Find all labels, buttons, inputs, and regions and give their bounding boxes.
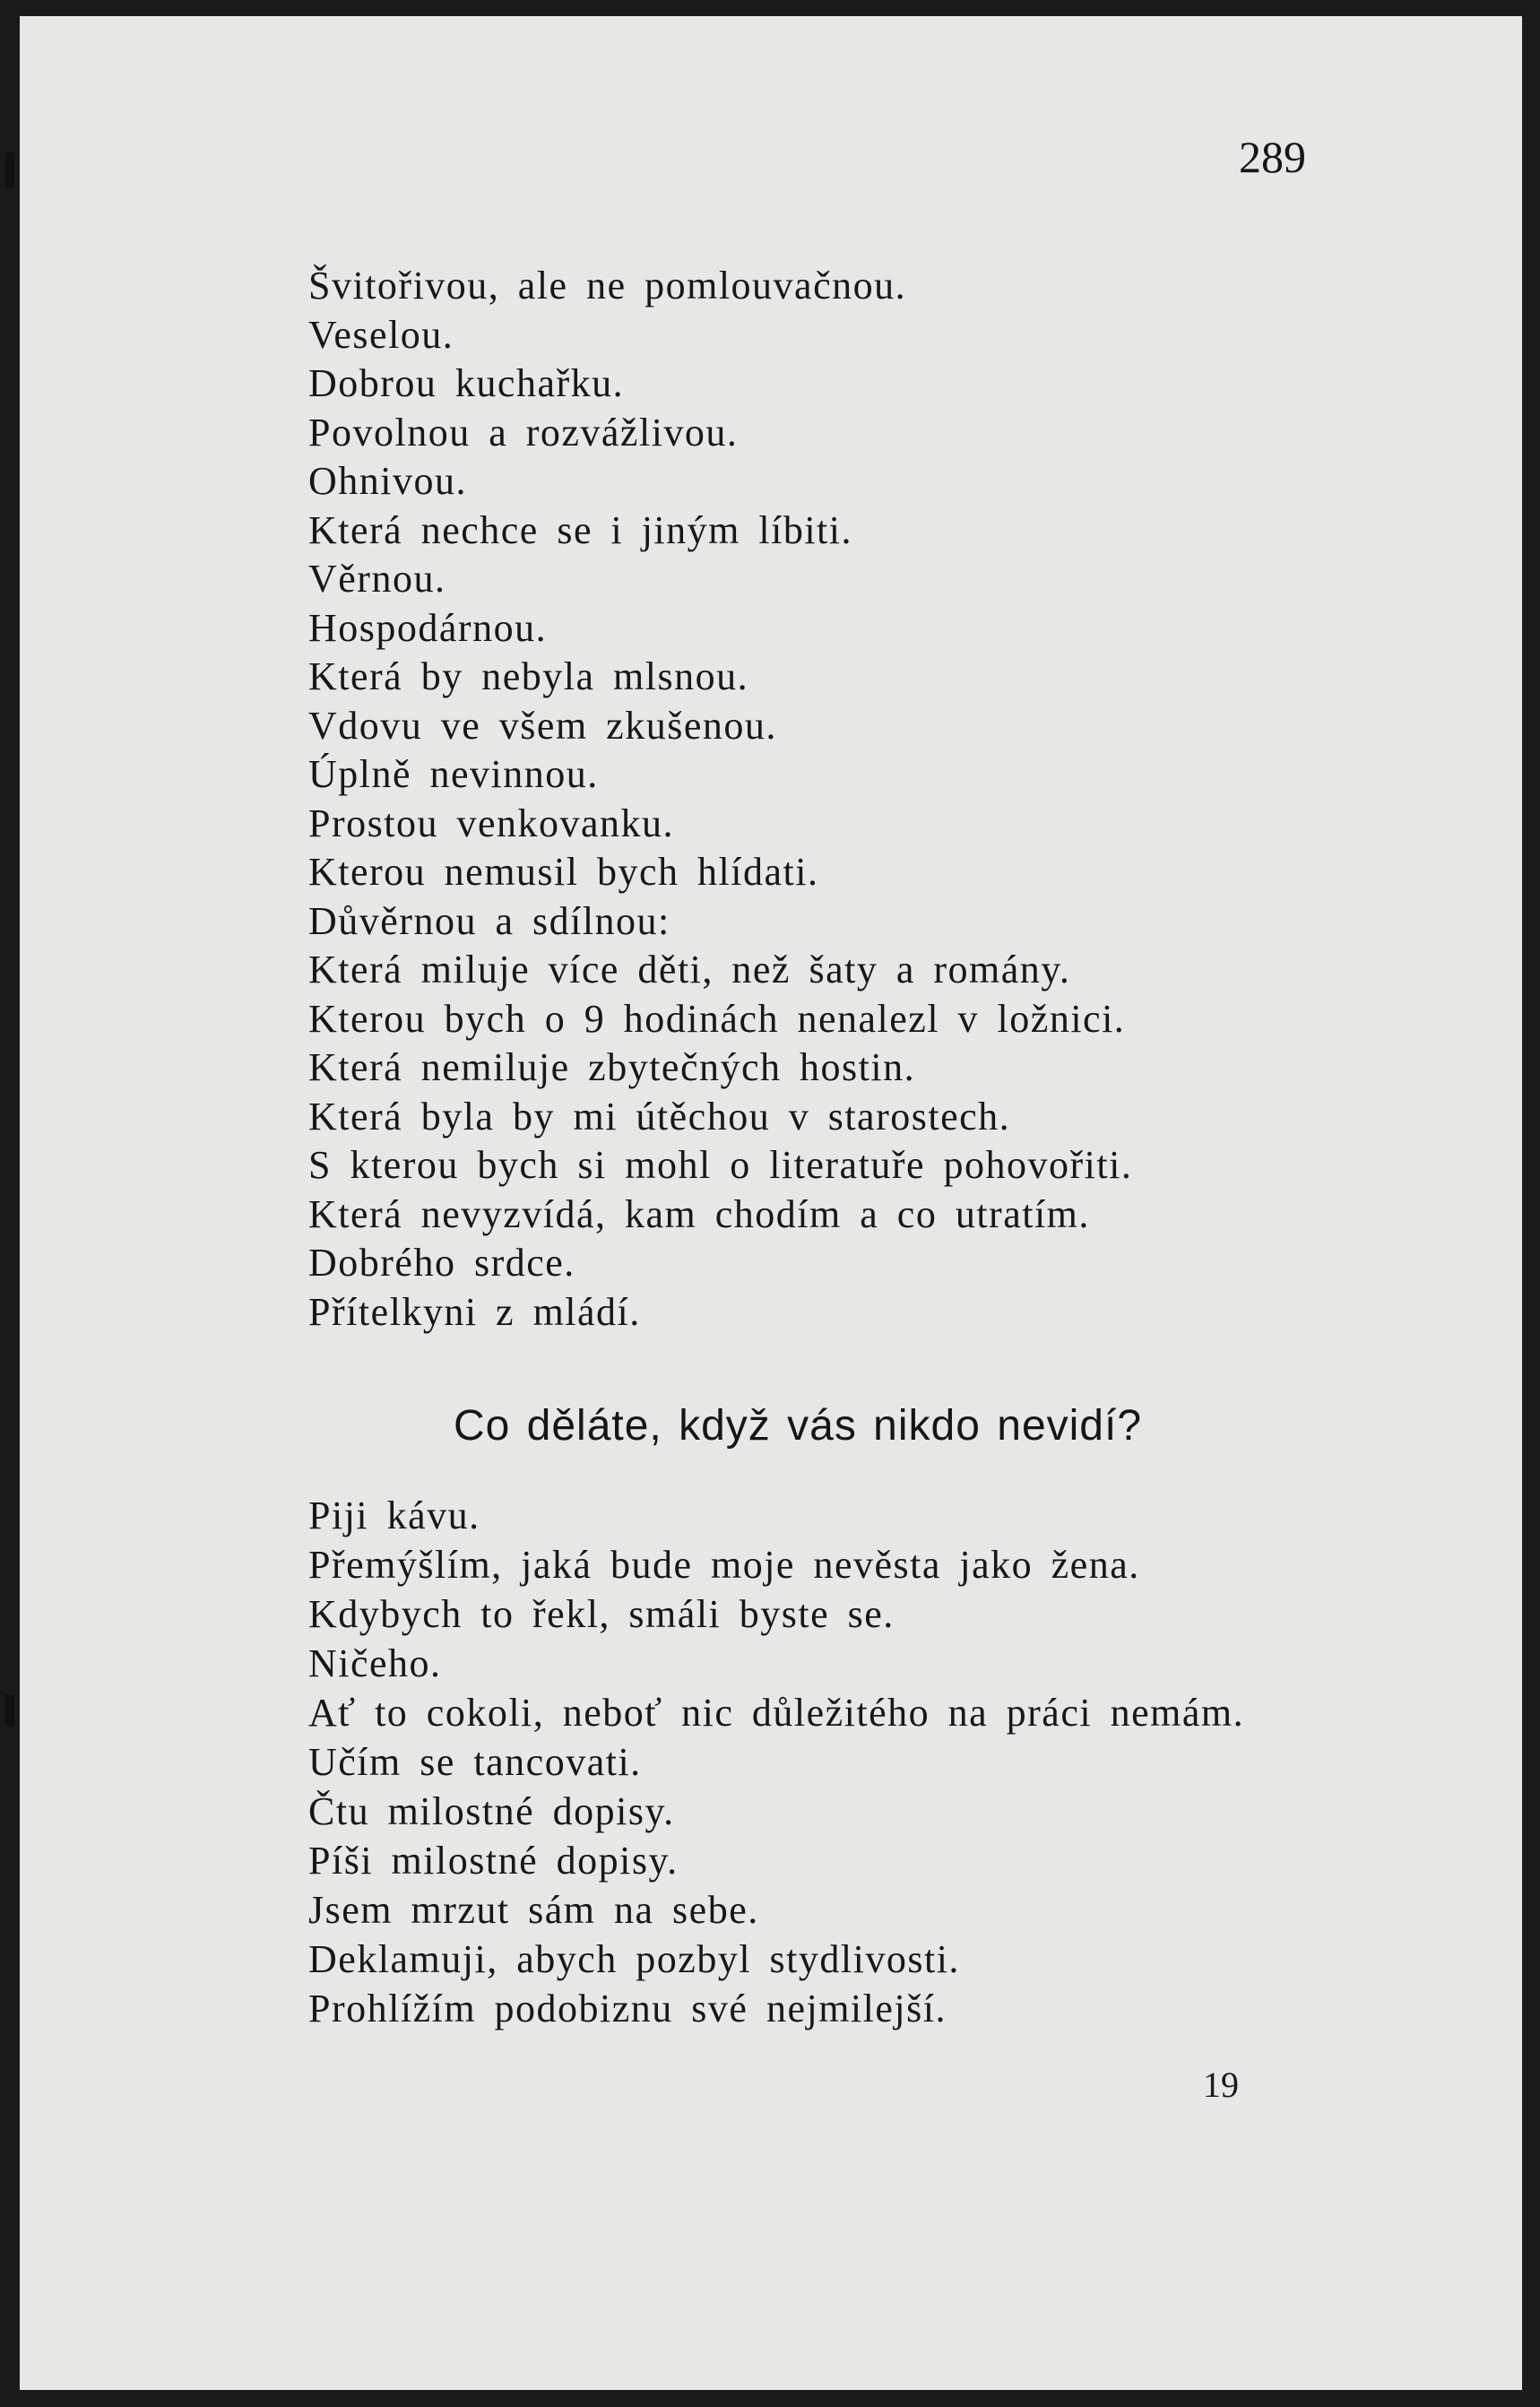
page-number: 289 (1239, 132, 1306, 182)
item-text: Vdovu ve všem zkušenou. (308, 703, 777, 748)
binding-edge-mark (5, 152, 14, 188)
item-text: Kterou nemusil bych hlídati. (308, 850, 819, 894)
book-page (20, 16, 1522, 2390)
item-text: Která byla by mi útěchou v starostech. (308, 1094, 1011, 1139)
item-text: Švitořivou, ale ne pomlouvačnou. (308, 264, 907, 307)
item-text: Která by nebyla mlsnou. (308, 654, 749, 698)
item-text: Důvěrnou a sdílnou: (308, 898, 671, 943)
item-text: Věrnou. (308, 557, 446, 601)
item-text: Piji kávu. (308, 1494, 480, 1537)
item-text: Která nevyzvídá, kam chodím a co utratím. (308, 1191, 1090, 1236)
item-text: Která nemiluje zbytečných hostin. (308, 1045, 916, 1089)
item-text: Přemýšlím, jaká bude moje nevěsta jako žena. (308, 1543, 1140, 1587)
item-text: Prohlížím podobiznu své nejmilejší. (308, 1987, 947, 2030)
item-text: Ohnivou. (308, 459, 467, 503)
item-text: Která nechce se i jiným líbiti. (308, 507, 853, 552)
item-text: Která miluje více děti, než šaty a romány. (308, 948, 1071, 991)
item-text: Povolnou a rozvážlivou. (308, 410, 739, 455)
item-text: Veselou. (308, 312, 454, 357)
item-text: S kterou bych si mohl o literatuře pohovořiti. (308, 1143, 1133, 1187)
item-text: Učím se tancovati. (308, 1740, 642, 1784)
section-heading: Co děláte, když vás nikdo nevidí? (453, 1402, 1143, 1450)
item-text: Kterou bych o 9 hodinách nenalezl v ložnici. (308, 996, 1126, 1041)
item-text: Přítelkyni z mládí. (308, 1289, 641, 1334)
printer-signature-mark: 19 (1203, 2065, 1239, 2105)
item-text: Dobrou kuchařku. (308, 361, 625, 405)
item-text: Ať to cokoli, neboť nic důležitého na práci nemám. (308, 1691, 1245, 1735)
item-text: Dobrého srdce. (308, 1241, 575, 1285)
item-text: Deklamuji, abych pozbyl stydlivosti. (308, 1937, 960, 1981)
item-text: Jsem mrzut sám na sebe. (308, 1888, 759, 1932)
item-text: Hospodárnou. (308, 605, 548, 650)
binding-edge-mark (5, 1694, 14, 1727)
item-text: Prostou venkovanku. (308, 801, 675, 845)
item-text: Úplně nevinnou. (308, 752, 599, 796)
item-text: Čtu milostné dopisy. (308, 1789, 675, 1833)
item-text: Píši milostné dopisy. (308, 1839, 679, 1883)
item-text: Ničeho. (308, 1641, 442, 1685)
item-text: Kdybych to řekl, smáli byste se. (308, 1592, 895, 1636)
